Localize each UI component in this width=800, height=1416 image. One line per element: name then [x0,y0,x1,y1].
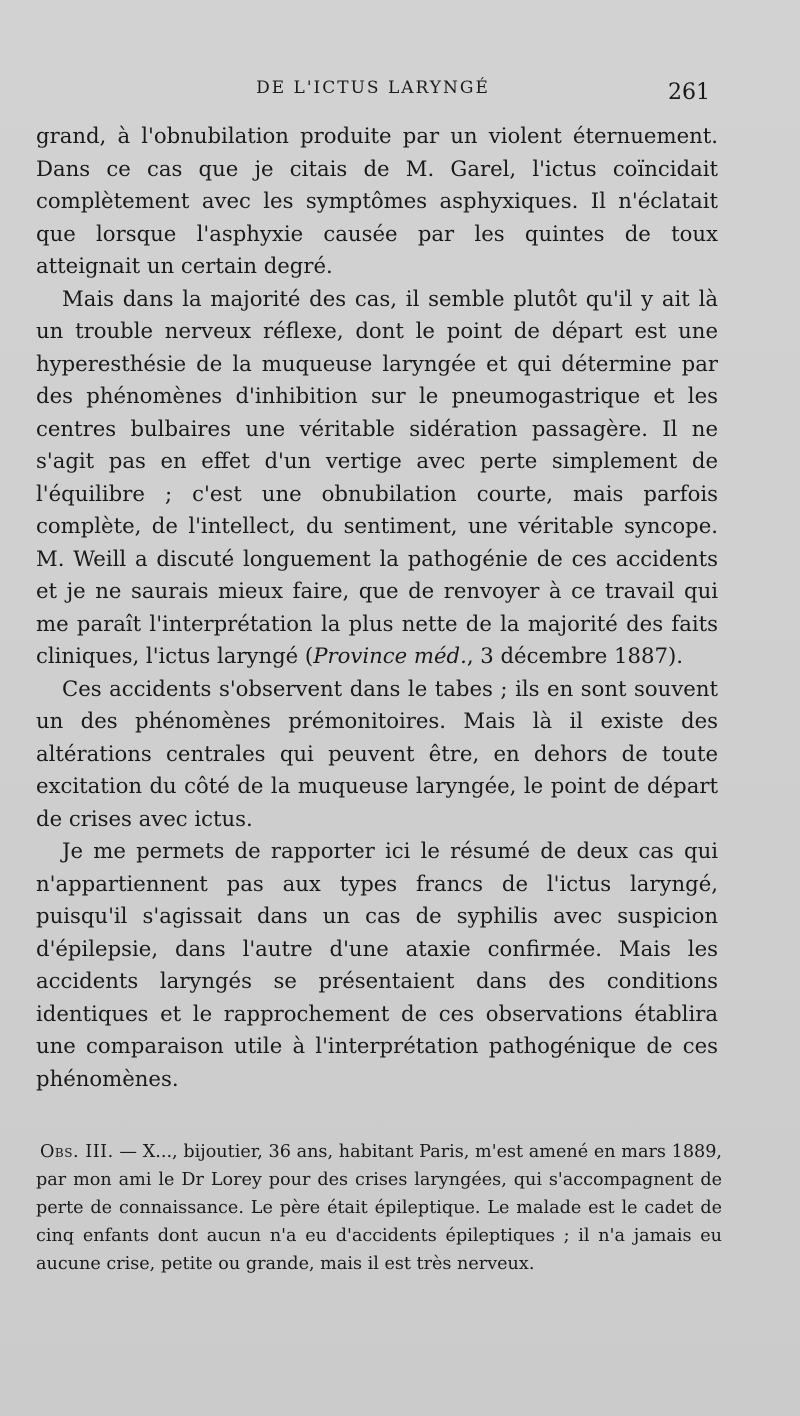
observation-label: Obs. III. [40,1142,114,1162]
paragraph-1: grand, à l'obnubilation produite par un violent éternuement. Dans ce cas que je citais de M. Garel, l'ictus coïncidait complètement avec les symptômes asphyxiques. Il n'éclatait que lorsque l'asphyxie causée par les quintes de toux atteignait un certain degré. [36,123,718,278]
body-text [36,120,718,1095]
citation-title: Province méd. [313,643,467,668]
running-title: DE L'ICTUS LARYNGÉ [256,78,490,98]
paragraph-2-citation-date: , 3 décembre 1887). [466,643,683,668]
paragraph-2-text: Mais dans la majorité des cas, il semble plutôt qu'il y ait là un trouble nerveux réflexe, dont le point de départ est une hyperesthésie de la muqueuse laryngée et qui détermine par des phénomènes d'inhibition sur le pneumogastrique et les centres bulbaires une véritable sidération passagère. Il ne s'agit pas en effet d'un vertige avec perte simplement de l'équilibre ; c'est une obnubilation courte, mais parfois complète, de l'intellect, du sentiment, une véritable syncope. M. Weill a discuté longuement la pathogénie de ces accidents et je ne saurais mieux faire, que de renvoyer à ce travail qui me paraît l'interprétation la plus nette de la majorité des faits cliniques, l'ictus laryngé ( [36,285,718,668]
observation-block [36,1138,722,1278]
paragraph-3: Ces accidents s'observent dans le tabes ; ils en sont souvent un des phénomènes prémonitoires. Mais là il existe des altérations centrales qui peuvent être, en dehors de toute excitation du côté de la muqueuse laryngée, le point de départ de crises avec ictus. [36,675,718,831]
page-number: 261 [668,80,710,105]
paragraph-4: Je me permets de rapporter ici le résumé de deux cas qui n'appartiennent pas aux types francs de l'ictus laryngé, puisqu'il s'agissait dans un cas de syphilis avec suspicion d'épilepsie, dans l'autre d'une ataxie confirmée. Mais les accidents laryngés se présentaient dans des conditions identiques et le rapprochement de ces observations établira une comparaison utile à l'interprétation pathogénique de ces phénomènes. [36,838,718,1091]
paragraph-2 [36,283,718,673]
observation-text: — X..., bijoutier, 36 ans, habitant Paris, m'est amené en mars 1889, par mon ami le Dr Lorey pour des crises laryngées, qui s'accompagnent de perte de connaissance. Le père était épileptique. Le malade est le cadet de cinq enfants dont aucun n'a eu d'accidents épileptiques ; il n'a jamais eu aucune crise, petite ou grande, mais il est très nerveux. [36,1142,722,1274]
observation-paragraph [36,1138,722,1278]
